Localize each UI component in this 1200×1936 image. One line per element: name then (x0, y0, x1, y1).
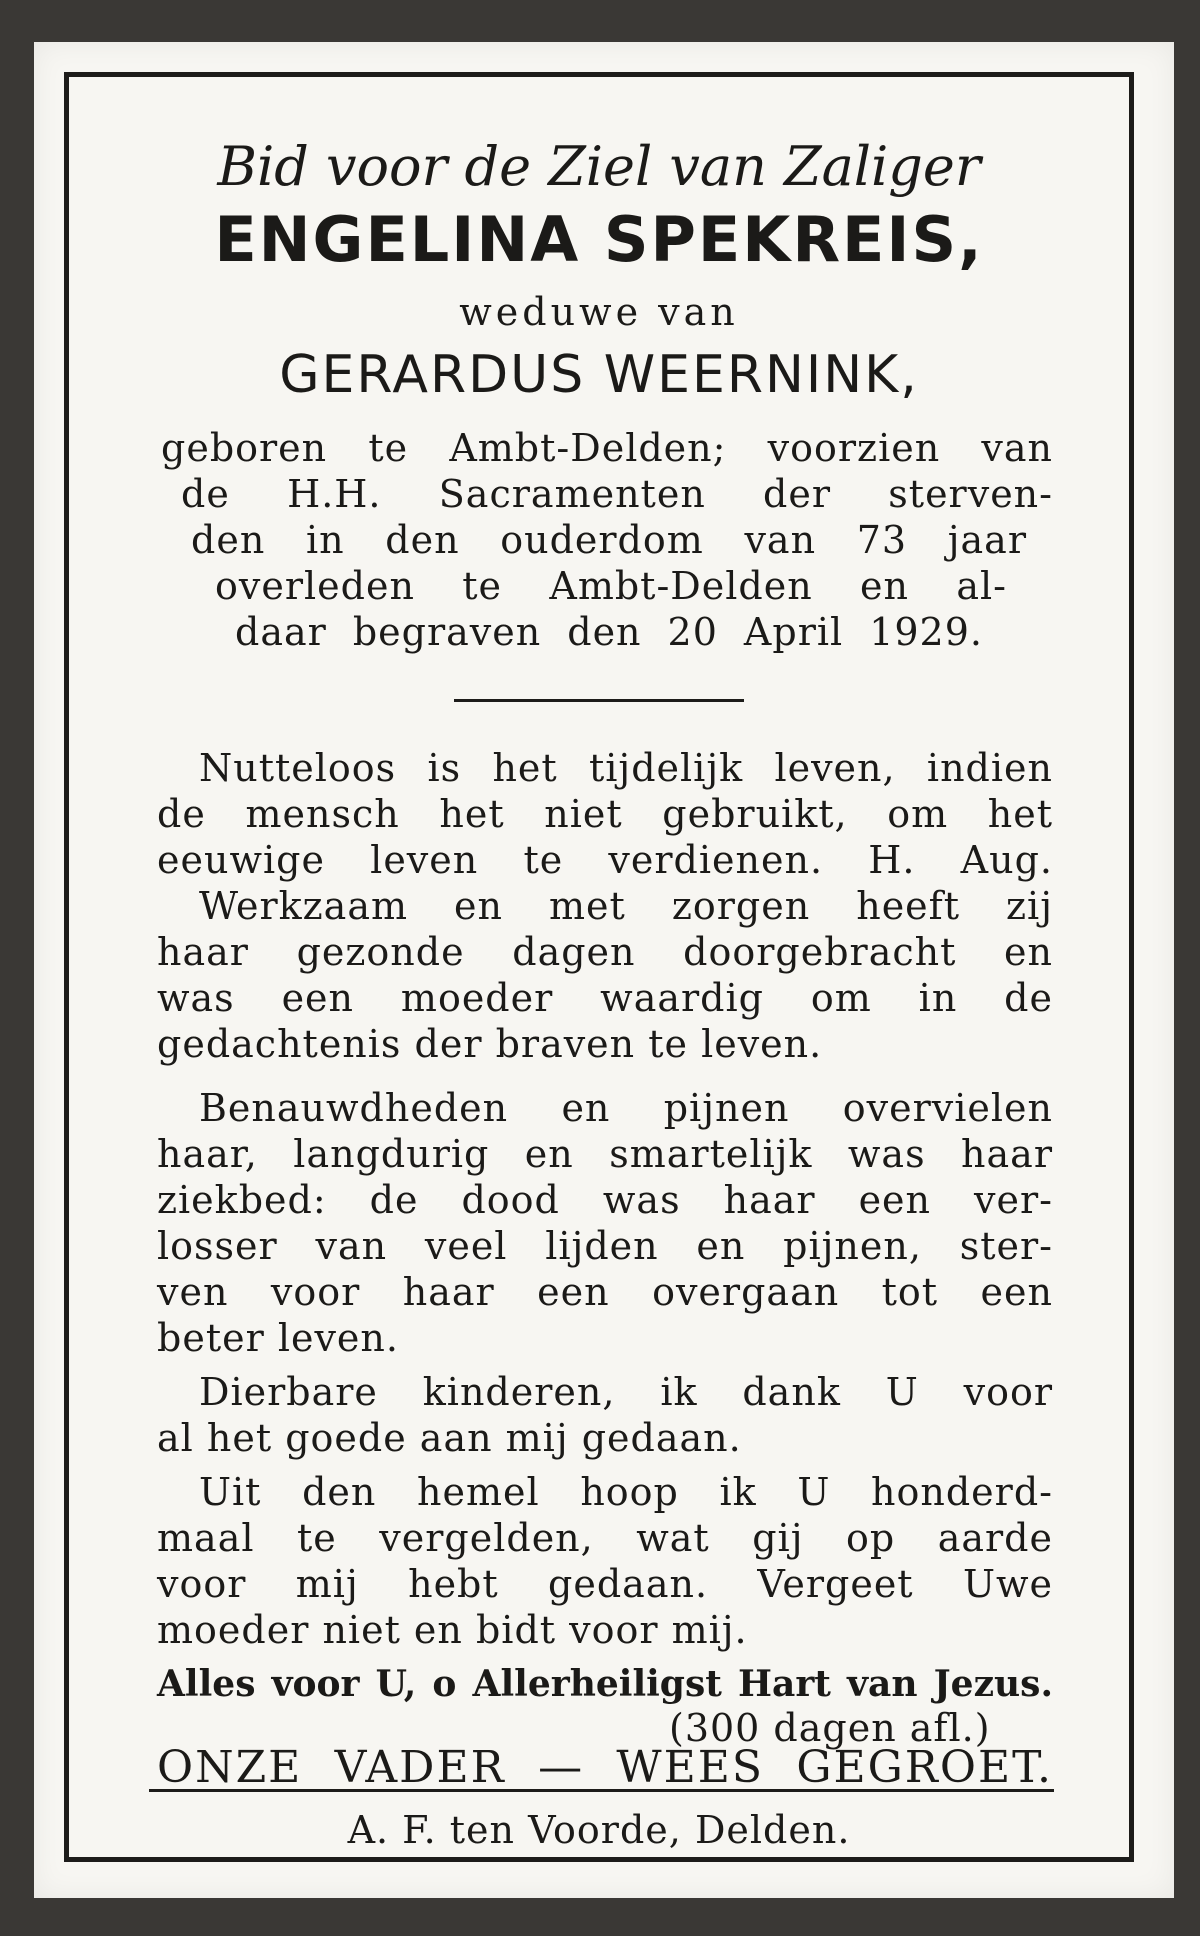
text-line-13: beter leven. (157, 1316, 399, 1360)
bio-line-3: den in den ouderdom van 73 jaar (191, 518, 1027, 562)
card-content (69, 77, 1129, 1857)
text-line-7: gedachtenis der braven te leven. (157, 1022, 823, 1066)
text-line-12: ven voor haar een overgaan tot een (157, 1270, 1053, 1314)
text-line-8: Benauwdheden en pijnen overvielen (199, 1086, 1053, 1130)
text-line-16: Uit den hemel hoop ik U honderd- (199, 1470, 1053, 1514)
bio-line-2: de H.H. Sacramenten der sterven- (181, 472, 1053, 516)
text-line-11: losser van veel lijden en pijnen, ster- (157, 1224, 1053, 1268)
text-line-4: Werkzaam en met zorgen heeft zij (199, 884, 1053, 928)
prayer-line: Alles voor U, o Allerheiligst Hart van Jezus. (157, 1663, 1053, 1705)
short-divider (454, 699, 744, 702)
closing-prayers: ONZE VADER — WEES GEGROET. (157, 1742, 1053, 1793)
text-line-3: eeuwige leven te verdienen. H. Aug. (157, 838, 1053, 882)
text-line-10: ziekbed: de dood was haar een ver- (157, 1178, 1053, 1222)
long-divider (149, 1789, 1054, 1792)
text-line-14: Dierbare kinderen, ik dank U voor (199, 1370, 1053, 1414)
text-line-2: de mensch het niet gebruikt, om het (157, 792, 1053, 836)
memorial-card (34, 42, 1174, 1898)
card-border (64, 72, 1134, 1862)
headline: Bid voor de Ziel van Zaliger (217, 135, 981, 198)
text-line-1: Nutteloos is het tijdelijk leven, indien (199, 746, 1053, 790)
bio-line-5: daar begraven den 20 April 1929. (235, 610, 983, 654)
deceased-name: ENGELINA SPEKREIS, (214, 203, 984, 276)
text-line-9: haar, langdurig en smartelijk was haar (157, 1132, 1053, 1176)
printer-line: A. F. ten Voorde, Delden. (347, 1808, 851, 1852)
text-line-18: voor mij hebt gedaan. Vergeet Uwe (157, 1562, 1053, 1606)
indulgence: (300 dagen afl.) (669, 1706, 991, 1750)
spouse-name: GERARDUS WEERNINK, (279, 345, 919, 405)
text-line-15: al het goede aan mij gedaan. (157, 1416, 742, 1460)
text-line-17: maal te vergelden, wat gij op aarde (157, 1516, 1053, 1560)
text-line-19: moeder niet en bidt voor mij. (157, 1608, 748, 1652)
bio-line-1: geboren te Ambt-Delden; voorzien van (161, 426, 1053, 470)
bio-line-4: overleden te Ambt-Delden en al- (215, 564, 1007, 608)
text-line-5: haar gezonde dagen doorgebracht en (157, 930, 1053, 974)
widow-of-label: weduwe van (459, 290, 739, 334)
text-line-6: was een moeder waardig om in de (157, 976, 1053, 1020)
